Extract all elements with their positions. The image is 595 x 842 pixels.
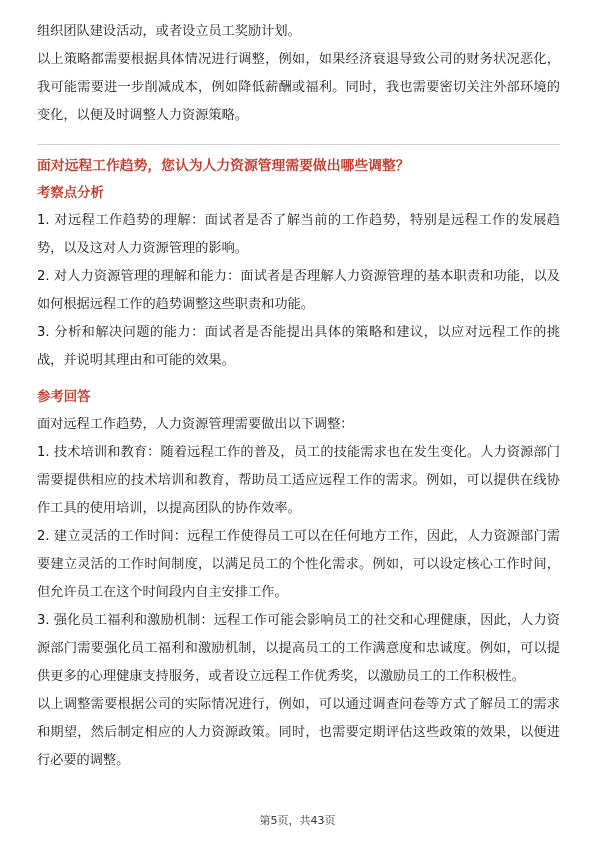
section-gap <box>37 375 560 385</box>
analysis-item-3: 3. 分析和解决问题的能力：面试者是否能提出具体的策略和建议，以应对远程工作的挑战，并说明其理由和可能的效果。 <box>37 325 560 368</box>
answer-item-2: 2. 建立灵活的工作时间：远程工作使得员工可以在任何地方工作，因此，人力资源部门需要建立灵活的工作时间制度，以满足员工的个性化需求。例如，可以设定核心工作时间，但允许员工在这个时间段内自主安排工作。 <box>37 529 560 600</box>
intro-paragraph-1: 组织团队建设活动，或者设立员工奖励计划。 <box>37 24 301 39</box>
document-page <box>37 18 560 775</box>
answer-lead: 面对远程工作趋势，人力资源管理需要做出以下调整： <box>37 417 354 432</box>
answer-closing: 以上调整需要根据公司的实际情况进行，例如，可以通过调查问卷等方式了解员工的需求和期望，然后制定相应的人力资源政策。同时，也需要定期评估这些政策的效果，以便进行必要的调整。 <box>37 697 560 768</box>
question-title: 面对远程工作趋势，您认为人力资源管理需要做出哪些调整？ <box>37 158 410 174</box>
analysis-item-2: 2. 对人力资源管理的理解和能力：面试者是否理解人力资源管理的基本职责和功能，以及如何根据远程工作的趋势调整这些职责和功能。 <box>37 269 560 312</box>
page-number: 第5页，共43页 <box>259 814 336 827</box>
analysis-item-1: 1. 对远程工作趋势的理解：面试者是否了解当前的工作趋势，特别是远程工作的发展趋势，以及这对人力资源管理的影响。 <box>37 213 560 256</box>
analysis-heading: 考察点分析 <box>37 186 104 201</box>
intro-paragraph-2: 以上策略都需要根据具体情况进行调整，例如，如果经济衰退导致公司的财务状况恶化，我可能需要进一步削减成本，例如降低薪酬或福利。同时，我也需要密切关注外部环境的变化，以便及时调整人力资源策略。 <box>37 52 560 123</box>
section-divider <box>37 144 560 145</box>
answer-heading: 参考回答 <box>37 390 91 405</box>
answer-item-1: 1. 技术培训和教育：随着远程工作的普及，员工的技能需求也在发生变化。人力资源部门需要提供相应的技术培训和教育，帮助员工适应远程工作的需求。例如，可以提供在线协作工具的使用培训，以提高团队的协作效率。 <box>37 445 560 516</box>
answer-item-3: 3. 强化员工福利和激励机制：远程工作可能会影响员工的社交和心理健康，因此，人力资源部门需要强化员工福利和激励机制，以提高员工的工作满意度和忠诚度。例如，可以提供更多的心理健康支持服务，或者设立远程工作优秀奖，以激励员工的工作积极性。 <box>37 613 560 684</box>
